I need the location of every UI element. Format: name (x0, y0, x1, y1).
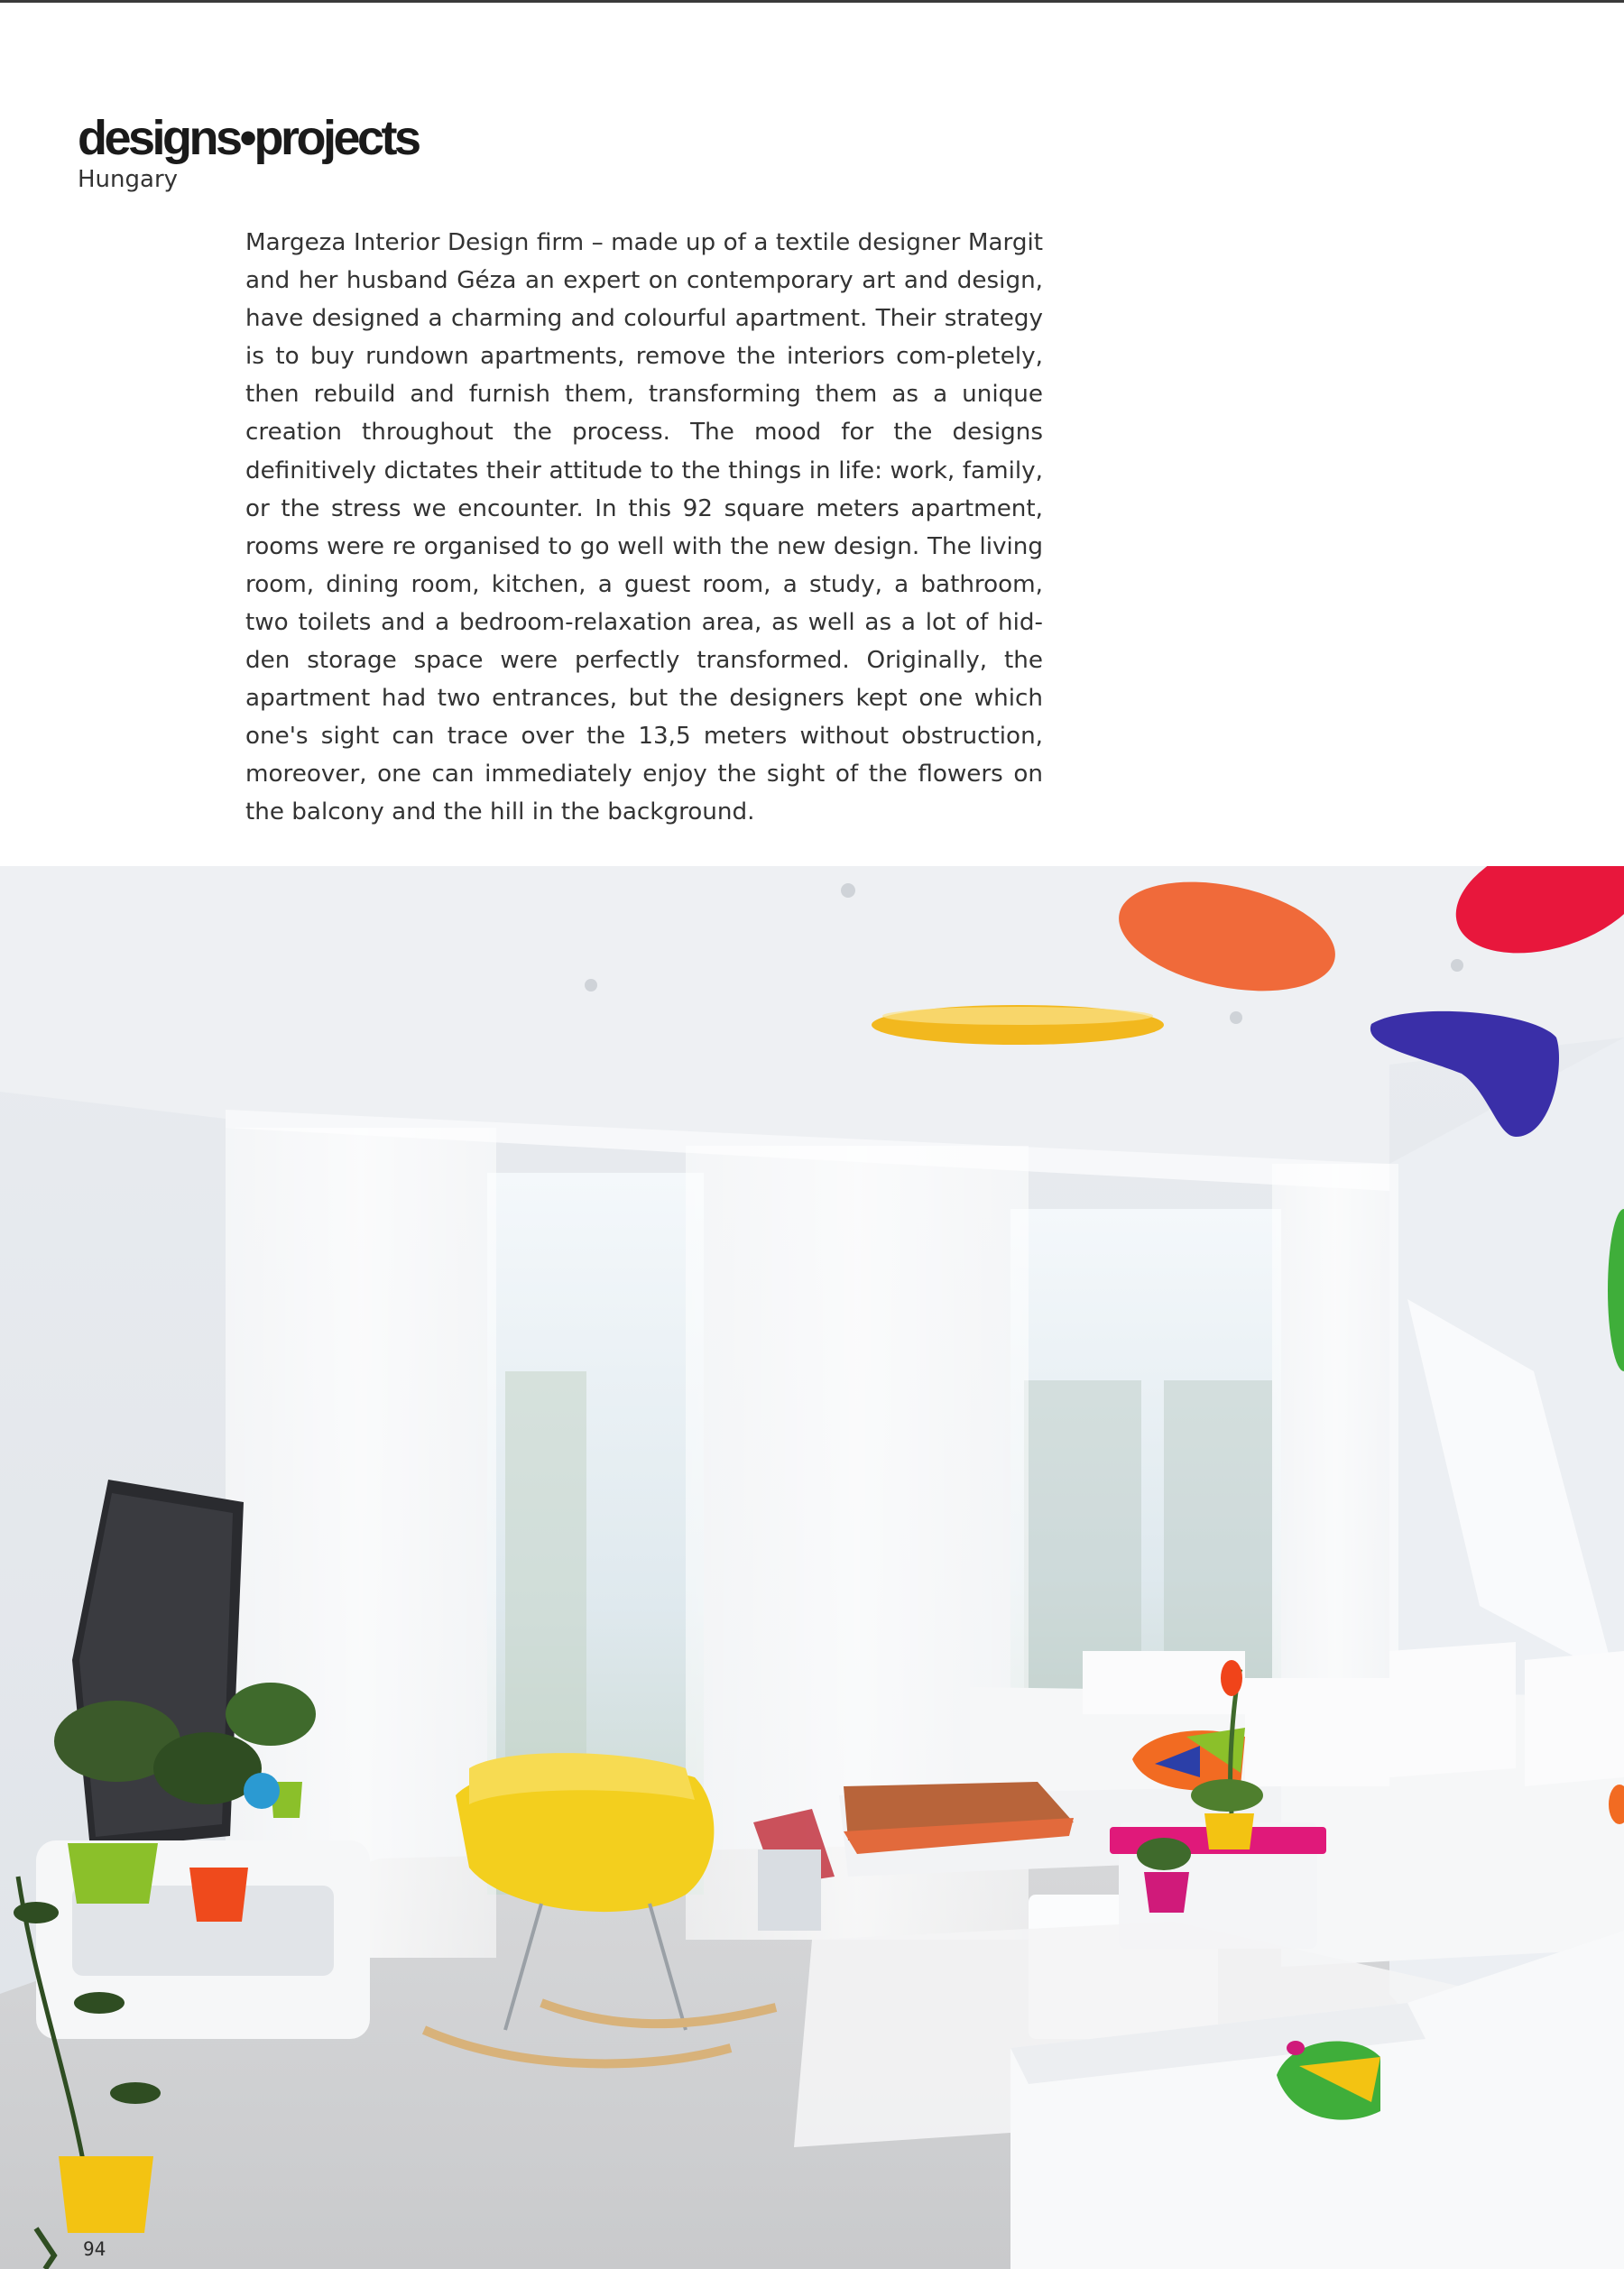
logo-word-designs: designs (78, 111, 240, 165)
photo-curtain-left (226, 1128, 496, 1958)
page-number: 94 (83, 2238, 106, 2260)
logo-word-projects: projects (254, 111, 419, 165)
section-region: Hungary (78, 166, 179, 193)
masthead (78, 111, 619, 193)
article-body: Margeza Interior Design firm – made up of a textile designer Margit and her husband Géza an expert on contemporary art and design, have designed a charming and colourful apartment. Their strategy is to buy rundown apartments, remove the interiors com-pletely, then rebuild and furnish them, transforming them as a unique creation throughout the process. The mood for the designs definitively dictates their attitude to the things in life: work, family, or the stress we encounter. In this 92 square meters apartment, rooms were re organised to go well with the new design. The living room, dining room, kitchen, a guest room, a study, a bathroom, two toilets and a bedroom-relaxation area, as well as a lot of hid-den storage space were perfectly transformed. Originally, the apartment had two entrances, but the designers kept one which one's sight can trace over the 13,5 meters without obstruction, moreover, one can immediately enjoy the sight of the flowers on the balcony and the hill in the background. (245, 229, 1043, 826)
logo-separator: • (239, 111, 254, 165)
top-rule (0, 0, 1624, 3)
publication-logo (78, 111, 619, 165)
interior-photo (0, 866, 1624, 2269)
